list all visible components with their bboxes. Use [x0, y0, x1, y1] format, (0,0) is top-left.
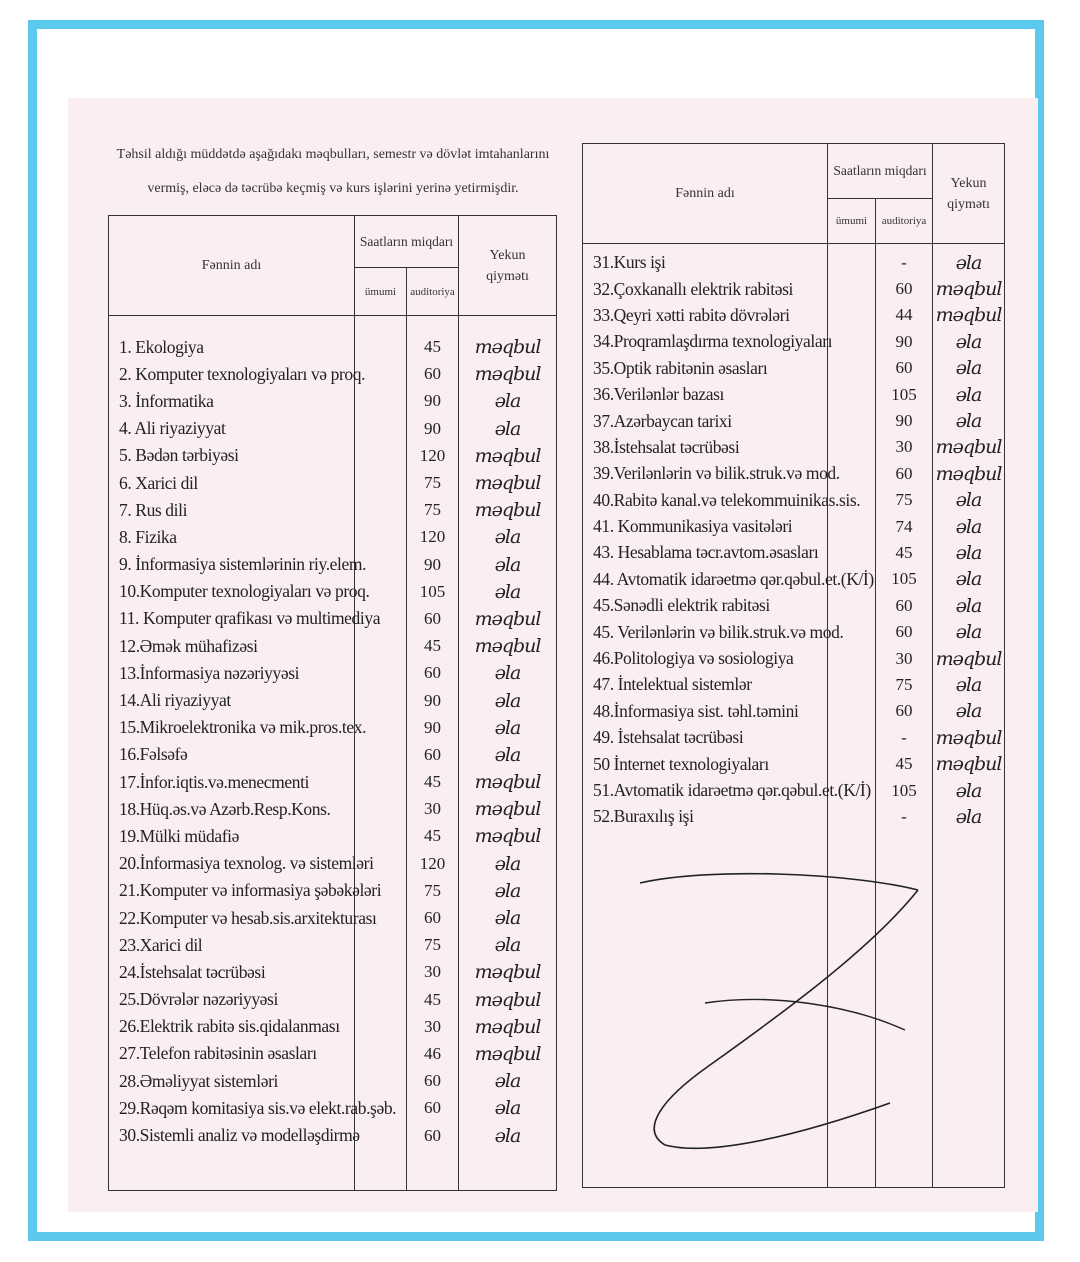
final-grade: əla — [933, 381, 1005, 407]
final-grade: əla — [933, 329, 1005, 355]
table-row — [583, 804, 1005, 830]
hours-auditorium: 90 — [407, 687, 459, 714]
hours-auditorium: 30 — [407, 959, 459, 986]
hours-total — [828, 408, 876, 434]
table-row — [109, 442, 557, 469]
hours-total — [355, 932, 407, 959]
subject-name: 28.Əməliyyat sistemləri — [109, 1068, 355, 1095]
subject-name: 48.İnformasiya sist. təhl.təmini — [583, 698, 828, 724]
hours-total — [828, 751, 876, 777]
final-grade: məqbul — [459, 361, 557, 388]
table-row — [109, 578, 557, 605]
table-row — [109, 469, 557, 496]
hours-total — [828, 593, 876, 619]
subject-name: 50 İnternet texnologiyaları — [583, 751, 828, 777]
table-row — [583, 250, 1005, 276]
final-grade: əla — [933, 698, 1005, 724]
subject-name: 2. Komputer texnologiyaları və proq. — [109, 361, 355, 388]
hours-auditorium: 90 — [407, 551, 459, 578]
final-grade: məqbul — [459, 442, 557, 469]
table-row — [583, 593, 1005, 619]
subject-name: 32.Çoxkanallı elektrik rabitəsi — [583, 276, 828, 302]
header-subject: Fənnin adı — [109, 216, 355, 316]
hours-auditorium: - — [876, 725, 933, 751]
hours-auditorium: 45 — [407, 334, 459, 361]
hours-total — [355, 524, 407, 551]
final-grade: məqbul — [933, 434, 1005, 460]
hours-total — [828, 434, 876, 460]
subject-name: 35.Optik rabitənin əsasları — [583, 355, 828, 381]
hours-auditorium: 45 — [407, 986, 459, 1013]
final-grade: məqbul — [933, 276, 1005, 302]
final-grade: əla — [459, 415, 557, 442]
hours-auditorium: 45 — [407, 769, 459, 796]
subject-name: 36.Verilənlər bazası — [583, 381, 828, 407]
table-row — [109, 551, 557, 578]
table-row — [583, 408, 1005, 434]
table-row — [583, 751, 1005, 777]
table-row — [109, 1068, 557, 1095]
header-final-line2: qiymətı — [486, 268, 529, 284]
hours-total — [355, 388, 407, 415]
hours-auditorium: 105 — [876, 381, 933, 407]
hours-auditorium: 75 — [407, 932, 459, 959]
hours-auditorium: 105 — [407, 578, 459, 605]
table-row — [583, 461, 1005, 487]
subject-name: 40.Rabitə kanal.və telekommuinikas.sis. — [583, 487, 828, 513]
table-filler — [109, 1149, 557, 1190]
hours-auditorium: 60 — [407, 605, 459, 632]
hours-auditorium: 45 — [407, 633, 459, 660]
hours-auditorium: 90 — [407, 388, 459, 415]
subject-name: 3. İnformatika — [109, 388, 355, 415]
table-row — [583, 381, 1005, 407]
hours-auditorium: 30 — [876, 645, 933, 671]
subject-name: 4. Ali riyaziyyat — [109, 415, 355, 442]
subject-name: 16.Fəlsəfə — [109, 741, 355, 768]
table-row — [583, 355, 1005, 381]
final-grade: əla — [459, 551, 557, 578]
header-final-grade — [933, 144, 1005, 244]
hours-auditorium: 44 — [876, 302, 933, 328]
subject-name: 12.Əmək mühafizəsi — [109, 633, 355, 660]
table-row — [109, 904, 557, 931]
final-grade: əla — [459, 877, 557, 904]
table-row — [583, 698, 1005, 724]
final-grade: məqbul — [933, 751, 1005, 777]
subject-name: 39.Verilənlərin və bilik.struk.və mod. — [583, 461, 828, 487]
hours-total — [828, 540, 876, 566]
hours-total — [828, 329, 876, 355]
final-grade: əla — [933, 487, 1005, 513]
table-row — [109, 361, 557, 388]
subject-name: 43. Hesablama təcr.avtom.əsasları — [583, 540, 828, 566]
subject-name: 34.Proqramlaşdırma texnologiyaları — [583, 329, 828, 355]
header-hours: Saatların miqdarı — [828, 144, 933, 199]
final-grade: əla — [933, 619, 1005, 645]
subject-name: 11. Komputer qrafikası və multimediya — [109, 605, 355, 632]
subject-name: 21.Komputer və informasiya şəbəkələri — [109, 877, 355, 904]
table-row — [109, 796, 557, 823]
table-row — [583, 434, 1005, 460]
hours-auditorium: 105 — [876, 566, 933, 592]
hours-auditorium: 75 — [876, 672, 933, 698]
table-row — [109, 986, 557, 1013]
subject-name: 5. Bədən tərbiyəsi — [109, 442, 355, 469]
hours-auditorium: 45 — [876, 751, 933, 777]
subject-name: 26.Elektrik rabitə sis.qidalanması — [109, 1013, 355, 1040]
hours-total — [355, 796, 407, 823]
final-grade: əla — [933, 566, 1005, 592]
hours-total — [828, 250, 876, 276]
table-row — [109, 388, 557, 415]
final-grade: məqbul — [933, 725, 1005, 751]
subject-name: 45.Sənədli elektrik rabitəsi — [583, 593, 828, 619]
subject-name: 45. Verilənlərin və bilik.struk.və mod. — [583, 619, 828, 645]
final-grade: məqbul — [933, 645, 1005, 671]
final-grade: məqbul — [459, 334, 557, 361]
hours-total — [828, 513, 876, 539]
hours-auditorium: 90 — [407, 714, 459, 741]
table-row — [583, 645, 1005, 671]
subject-name: 23.Xarici dil — [109, 932, 355, 959]
table-row — [109, 959, 557, 986]
table-row — [583, 619, 1005, 645]
final-grade: əla — [459, 1068, 557, 1095]
hours-auditorium: 74 — [876, 513, 933, 539]
subject-name: 10.Komputer texnologiyaları və proq. — [109, 578, 355, 605]
hours-auditorium: 30 — [876, 434, 933, 460]
final-grade: əla — [459, 1095, 557, 1122]
hours-total — [355, 415, 407, 442]
table-row — [109, 524, 557, 551]
header-final-grade — [459, 216, 557, 316]
hours-total — [355, 633, 407, 660]
subject-name: 52.Buraxılış işi — [583, 804, 828, 830]
hours-auditorium: 120 — [407, 524, 459, 551]
table-row — [109, 877, 557, 904]
subject-name: 44. Avtomatik idarəetmə qər.qəbul.et.(K/İ) — [583, 566, 828, 592]
subject-name: 49. İstehsalat təcrübəsi — [583, 725, 828, 751]
subject-name: 33.Qeyri xətti rabitə dövrələri — [583, 302, 828, 328]
hours-auditorium: 75 — [407, 469, 459, 496]
final-grade: əla — [459, 741, 557, 768]
hours-auditorium: 60 — [407, 1095, 459, 1122]
final-grade: məqbul — [459, 986, 557, 1013]
table-row — [583, 276, 1005, 302]
subject-name: 22.Komputer və hesab.sis.arxitekturası — [109, 904, 355, 931]
hours-auditorium: 60 — [407, 741, 459, 768]
table-row — [583, 329, 1005, 355]
table-row — [109, 714, 557, 741]
subject-name: 17.İnfor.iqtis.və.menecmenti — [109, 769, 355, 796]
hours-auditorium: 45 — [876, 540, 933, 566]
subject-name: 38.İstehsalat təcrübəsi — [583, 434, 828, 460]
header-subject: Fənnin adı — [583, 144, 828, 244]
hours-auditorium: 60 — [876, 355, 933, 381]
hours-auditorium: 60 — [876, 593, 933, 619]
final-grade: əla — [933, 250, 1005, 276]
final-grade: məqbul — [459, 769, 557, 796]
subject-name: 6. Xarici dil — [109, 469, 355, 496]
subject-name: 18.Hüq.əs.və Azərb.Resp.Kons. — [109, 796, 355, 823]
table-row — [109, 769, 557, 796]
hours-total — [355, 823, 407, 850]
final-grade: məqbul — [459, 469, 557, 496]
final-grade: əla — [459, 904, 557, 931]
grades-table-left — [108, 215, 557, 1191]
table-row — [109, 660, 557, 687]
table-spacer — [109, 316, 557, 334]
subject-name: 15.Mikroelektronika və mik.pros.tex. — [109, 714, 355, 741]
table-row — [583, 302, 1005, 328]
final-grade: məqbul — [459, 796, 557, 823]
final-grade: əla — [459, 687, 557, 714]
table-row — [583, 540, 1005, 566]
header-total: ümumi — [828, 199, 876, 244]
hours-total — [828, 672, 876, 698]
hours-auditorium: 90 — [876, 329, 933, 355]
final-grade: əla — [459, 932, 557, 959]
subject-name: 51.Avtomatik idarəetmə qər.qəbul.et.(K/İ) — [583, 777, 828, 803]
hours-total — [355, 1122, 407, 1149]
subject-name: 9. İnformasiya sistemlərinin riy.elem. — [109, 551, 355, 578]
table-row — [109, 1040, 557, 1067]
hours-auditorium: 90 — [876, 408, 933, 434]
final-grade: əla — [933, 804, 1005, 830]
hours-auditorium: 60 — [876, 698, 933, 724]
final-grade: əla — [933, 513, 1005, 539]
hours-auditorium: - — [876, 804, 933, 830]
subject-name: 7. Rus dili — [109, 497, 355, 524]
table-row — [583, 566, 1005, 592]
final-grade: əla — [459, 388, 557, 415]
hours-total — [828, 725, 876, 751]
final-grade: əla — [459, 660, 557, 687]
hours-auditorium: 30 — [407, 796, 459, 823]
hours-total — [828, 804, 876, 830]
hours-total — [355, 1013, 407, 1040]
final-grade: məqbul — [459, 605, 557, 632]
header-final-line1: Yekun — [950, 175, 987, 191]
subject-name: 29.Rəqəm komitasiya sis.və elekt.rab.şəb. — [109, 1095, 355, 1122]
hours-total — [355, 469, 407, 496]
hours-auditorium: 60 — [407, 361, 459, 388]
final-grade: məqbul — [933, 461, 1005, 487]
final-grade: əla — [459, 578, 557, 605]
final-grade: əla — [933, 672, 1005, 698]
hours-total — [355, 660, 407, 687]
hours-total — [355, 986, 407, 1013]
header-auditorium: auditoriya — [407, 268, 459, 316]
table-row — [583, 725, 1005, 751]
table-row — [109, 850, 557, 877]
table-row — [109, 687, 557, 714]
hours-total — [355, 497, 407, 524]
table-row — [109, 1013, 557, 1040]
table-row — [109, 605, 557, 632]
table-row — [109, 932, 557, 959]
hours-auditorium: 45 — [407, 823, 459, 850]
final-grade: əla — [933, 355, 1005, 381]
hours-auditorium: 60 — [407, 1068, 459, 1095]
hours-total — [828, 698, 876, 724]
hours-auditorium: 60 — [876, 461, 933, 487]
table-row — [583, 513, 1005, 539]
table-row — [583, 777, 1005, 803]
subject-name: 30.Sistemli analiz və modelləşdirmə — [109, 1122, 355, 1149]
hours-auditorium: 60 — [407, 1122, 459, 1149]
table-row — [109, 334, 557, 361]
hours-total — [355, 1040, 407, 1067]
intro-line-2: vermiş, eləcə də təcrübə keçmiş və kurs işlərini yerinə yetirmişdir. — [147, 181, 519, 196]
final-grade: əla — [459, 714, 557, 741]
hours-auditorium: 60 — [407, 904, 459, 931]
hours-total — [355, 741, 407, 768]
hours-auditorium: - — [876, 250, 933, 276]
header-final-line2: qiymətı — [947, 196, 990, 212]
hours-auditorium: 60 — [876, 619, 933, 645]
subject-name: 24.İstehsalat təcrübəsi — [109, 959, 355, 986]
hours-auditorium: 120 — [407, 850, 459, 877]
signature-strike-mark — [600, 855, 940, 1165]
hours-total — [828, 276, 876, 302]
hours-total — [355, 334, 407, 361]
hours-total — [828, 355, 876, 381]
table-row — [109, 1122, 557, 1149]
table-row — [109, 823, 557, 850]
intro-line-1: Təhsil aldığı müddətdə aşağıdakı məqbulları, semestr və dövlət imtahanlarını — [116, 147, 550, 162]
final-grade: əla — [459, 524, 557, 551]
final-grade: əla — [933, 777, 1005, 803]
final-grade: məqbul — [459, 1013, 557, 1040]
hours-auditorium: 60 — [876, 276, 933, 302]
final-grade: məqbul — [459, 497, 557, 524]
hours-total — [828, 645, 876, 671]
subject-name: 31.Kurs işi — [583, 250, 828, 276]
final-grade: əla — [459, 850, 557, 877]
hours-total — [828, 302, 876, 328]
table-row — [109, 633, 557, 660]
hours-auditorium: 75 — [407, 877, 459, 904]
subject-name: 8. Fizika — [109, 524, 355, 551]
final-grade: məqbul — [459, 1040, 557, 1067]
subject-name: 27.Telefon rabitəsinin əsasları — [109, 1040, 355, 1067]
hours-auditorium: 90 — [407, 415, 459, 442]
hours-total — [355, 687, 407, 714]
hours-total — [828, 381, 876, 407]
hours-auditorium: 75 — [407, 497, 459, 524]
subject-name: 20.İnformasiya texnolog. və sistemləri — [109, 850, 355, 877]
subject-name: 14.Ali riyaziyyat — [109, 687, 355, 714]
hours-auditorium: 60 — [407, 660, 459, 687]
subject-name: 47. İntelektual sistemlər — [583, 672, 828, 698]
final-grade: məqbul — [933, 302, 1005, 328]
subject-name: 25.Dövrələr nəzəriyyəsi — [109, 986, 355, 1013]
hours-total — [355, 1068, 407, 1095]
table-row — [109, 741, 557, 768]
hours-auditorium: 75 — [876, 487, 933, 513]
table-row — [109, 415, 557, 442]
header-auditorium: auditoriya — [876, 199, 933, 244]
subject-name: 19.Mülki müdafiə — [109, 823, 355, 850]
final-grade: məqbul — [459, 823, 557, 850]
hours-auditorium: 30 — [407, 1013, 459, 1040]
table-row — [583, 487, 1005, 513]
table-row — [583, 672, 1005, 698]
final-grade: məqbul — [459, 959, 557, 986]
header-total: ümumi — [355, 268, 407, 316]
final-grade: əla — [933, 408, 1005, 434]
hours-auditorium: 105 — [876, 777, 933, 803]
hours-auditorium: 46 — [407, 1040, 459, 1067]
subject-name: 37.Azərbaycan tarixi — [583, 408, 828, 434]
header-final-line1: Yekun — [489, 247, 526, 263]
hours-total — [355, 442, 407, 469]
header-hours: Saatların miqdarı — [355, 216, 459, 268]
hours-total — [355, 769, 407, 796]
final-grade: əla — [933, 540, 1005, 566]
final-grade: məqbul — [459, 633, 557, 660]
subject-name: 41. Kommunikasiya vasitələri — [583, 513, 828, 539]
subject-name: 1. Ekologiya — [109, 334, 355, 361]
subject-name: 13.İnformasiya nəzəriyyəsi — [109, 660, 355, 687]
hours-total — [355, 959, 407, 986]
subject-name: 46.Politologiya və sosiologiya — [583, 645, 828, 671]
table-row — [109, 1095, 557, 1122]
final-grade: əla — [933, 593, 1005, 619]
table-row — [109, 497, 557, 524]
hours-auditorium: 120 — [407, 442, 459, 469]
final-grade: əla — [459, 1122, 557, 1149]
left-table-body — [109, 316, 557, 1191]
